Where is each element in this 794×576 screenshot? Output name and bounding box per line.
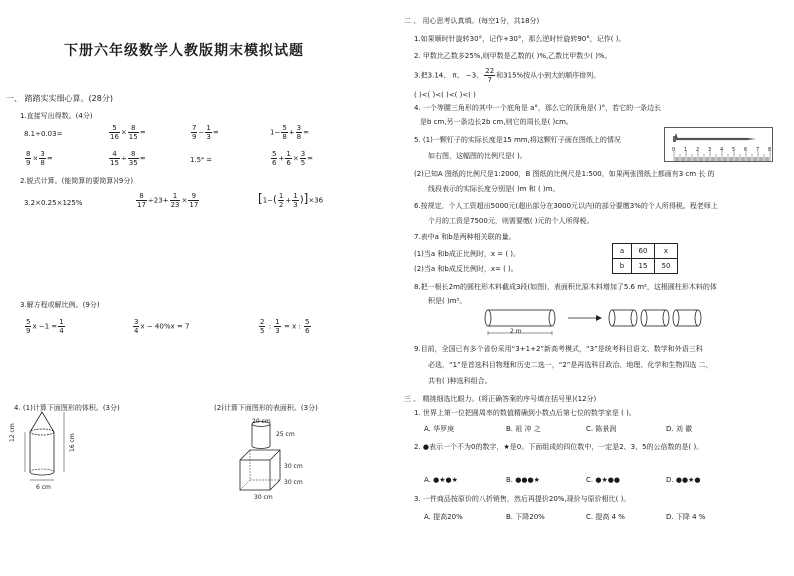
section-1-heading: 一、 踏踏实实细心算。(28分) [6, 94, 113, 103]
equation-2: $\frac{3}{4}$ x − 40%x = 7 [134, 318, 190, 335]
fig1-label-h1: 12 cm [9, 423, 16, 442]
calc-r1-4: 1− $\frac{5}{8}$ + $\frac{3}{8}$ = [270, 124, 310, 141]
ruler-label: 4 [720, 147, 724, 153]
fill-q7a: (1)当a 和b成正比例时，x = ( )。 [414, 250, 521, 258]
choice-q2-a: A. ●★●★ [424, 476, 458, 484]
ruler-label: 8 [768, 147, 772, 153]
ab-table [612, 243, 678, 274]
fig2-label-b: 25 cm [276, 431, 295, 438]
choice-q3-a: A. 提高20% [424, 513, 463, 521]
table-cell: 50 [655, 259, 678, 274]
calc-expr-1: 3.2×0.25×125% [24, 199, 83, 207]
table-cell: x [655, 244, 678, 259]
fig1-label-w: 6 cm [36, 484, 51, 491]
calc-r2-2: $\frac{4}{15}$ ÷ $\frac{8}{35}$ = [110, 150, 146, 167]
choice-q2-c: C. ●★●● [586, 476, 620, 484]
calc-r1-2: $\frac{5}{16}$ × $\frac{8}{15}$ = [110, 124, 146, 141]
fig2-label-e: 30 cm [254, 494, 273, 501]
table-cell: a [613, 244, 632, 259]
choice-q3-c: C. 提高 4 % [586, 513, 625, 521]
choice-q3: 3. 一件商品按原价的八折销售，然后再提价20%,现价与原价相比( )。 [414, 495, 631, 503]
fill-q4a: 4. 一个等腰三角形的其中一个底角是 a°，那么它的顶角是( )°，若它的一条边长 [414, 104, 662, 112]
fill-q6a: 6.按规定，个人工资超出5000元(超出部分在3000元以内)的部分要缴3%的个人所得税。程老师上 [414, 202, 718, 210]
choice-q3-d: D. 下降 4 % [666, 513, 706, 521]
fill-q7b: (2)当a 和b成反比例时，x= ( )。 [414, 265, 518, 273]
ruler-label: 6 [744, 147, 748, 153]
ruler-label: 1 [684, 147, 688, 153]
fill-q7: 7.表中a 和b是两种相关联的量。 [414, 233, 516, 241]
fig2-label-d: 30 cm [284, 479, 303, 486]
ruler-label: 0 [672, 147, 676, 153]
question-1-1: 1.直接写出得数。(4分) [20, 112, 93, 120]
choice-q1-a: A. 华罗庚 [424, 425, 455, 433]
fill-q1: 1.如果顺时针旋转30°，记作+30°，那么逆时针旋转90°，记作( )。 [414, 35, 626, 43]
choice-q3-b: B. 下降20% [506, 513, 545, 521]
calc-r1-3: $\frac{7}{9}$ − $\frac{1}{3}$ = [192, 124, 219, 141]
choice-q1-d: D. 刘 徽 [666, 425, 693, 433]
ruler-label: 3 [708, 147, 712, 153]
page-title: 下册六年级数学人教版期末模拟试题 [64, 43, 304, 59]
choice-q1: 1. 世界上第一位把圆周率的数值精确到小数点后第七位的数学家是 ( )。 [414, 409, 636, 417]
fill-q5a: 5. (1)一颗钉子的实际长度是15 mm,将这颗钉子画在图纸上的情况 [414, 136, 621, 144]
fill-q5b: 如右图，这幅图的比例尺是( )。 [428, 152, 527, 160]
fill-q9a: 9.目前，全国已有多个省份采用“3+1+2”新高考模式，“3”是统考科目语文、数学和外语三科 [414, 345, 703, 353]
ruler-label: 7 [756, 147, 760, 153]
question-1-2: 2.脱式计算。(能简算的要简算)(9分) [20, 177, 134, 185]
calc-expr-3: [1−( $\frac{1}{2}$ + $\frac{1}{3}$ )]×36 [258, 191, 324, 209]
fill-q8b: 积是( )m³。 [428, 297, 467, 305]
question-1-4b: (2)计算下面图形的表面积。(3分) [214, 404, 318, 412]
equation-1: $\frac{5}{9}$ x −1 = $\frac{1}{4}$ [26, 318, 64, 335]
fill-q3-blanks: ( )<( )<( )<( )<( ) [414, 91, 476, 99]
calc-r1-1: 8.1÷0.03= [24, 130, 63, 138]
fig2-label-a: 20 cm [252, 418, 271, 425]
ruler-label: 5 [732, 147, 736, 153]
table-cell: b [613, 259, 632, 274]
fill-q6b: 个月的工资是7500元，则需要缴( )元的个人所得税。 [428, 217, 594, 225]
fill-q5c: (2)已知A 图纸的比例尺是1:2000，B 图纸的比例尺是1:500，如果两张图纸上都画有3 cm 长 的 [414, 170, 715, 178]
calc-r2-4: $\frac{5}{6}$ + $\frac{1}{6}$ × $\frac{3}{5}$ = [272, 150, 314, 167]
log-length-label: 2 m [510, 328, 522, 335]
calc-r2-1: $\frac{8}{9}$ × $\frac{3}{8}$ = [26, 150, 53, 167]
ruler-labels [664, 147, 774, 163]
choice-q2: 2. ●表示一个不为0的数字，★是0。下面组成的四位数中，一定是2、3、5的公倍数的是( )。 [414, 443, 704, 451]
ruler-label: 2 [696, 147, 700, 153]
table-cell: 60 [632, 244, 655, 259]
fill-q2: 2. 甲数比乙数多25%,则甲数是乙数的( )%,乙数比甲数少( )%。 [414, 52, 612, 60]
fig2-label-c: 30 cm [284, 463, 303, 470]
choice-q1-b: B. 祖 冲 之 [506, 425, 541, 433]
question-1-4a: 4. (1)计算下面图形的体积。(3分) [14, 404, 120, 412]
section-3-heading: 三 、 精挑细选比眼力。(将正确答案的序号填在括号里)(12分) [404, 395, 597, 403]
equation-3: $\frac{2}{5}$ : $\frac{1}{3}$ = x : $\frac{5}{6}$ [260, 318, 310, 335]
fill-q9c: 共有( )种选科组合。 [428, 377, 492, 385]
table-cell: 15 [632, 259, 655, 274]
choice-q1-c: C. 陈景润 [586, 425, 617, 433]
section-2-heading: 二 、 用心思考认真填。(每空1分，共18分) [404, 17, 540, 25]
choice-q2-d: D. ●●★● [666, 476, 701, 484]
calc-r2-3: 1.5⁴ = [190, 156, 213, 164]
fill-q9b: 必选，“1”是首选科目物理和历史二选一，“2”是再选科目政治、地理、化学和生物四选 二， [428, 361, 713, 369]
fill-q8a: 8.把一根长2m的圆柱形木料截成3段(如图)，表面积比原木料增加了5.6 m²，这根圆柱形木料的体 [414, 283, 717, 291]
figure-cylinder-cube [236, 420, 306, 500]
fill-q4b: 是b cm,另一条边长2b cm,则它的周长是( )cm。 [420, 118, 573, 126]
choice-q2-b: B. ●●●★ [506, 476, 540, 484]
fig1-label-h2: 16 cm [69, 433, 76, 452]
question-1-3: 3.解方程或解比例。(9分) [20, 301, 100, 309]
fill-q3: 3.把3.14、 π、 −3、 $\frac{22}{7}$ 和315%按从小到大的顺序排列。 [414, 67, 601, 84]
calc-expr-2: $\frac{8}{17}$ ÷23+ $\frac{1}{23}$ × $\frac{9}{17}$ [137, 192, 199, 209]
fill-q5d: 线段表示的实际长度分别是( )m 和 ( )m。 [428, 185, 560, 193]
